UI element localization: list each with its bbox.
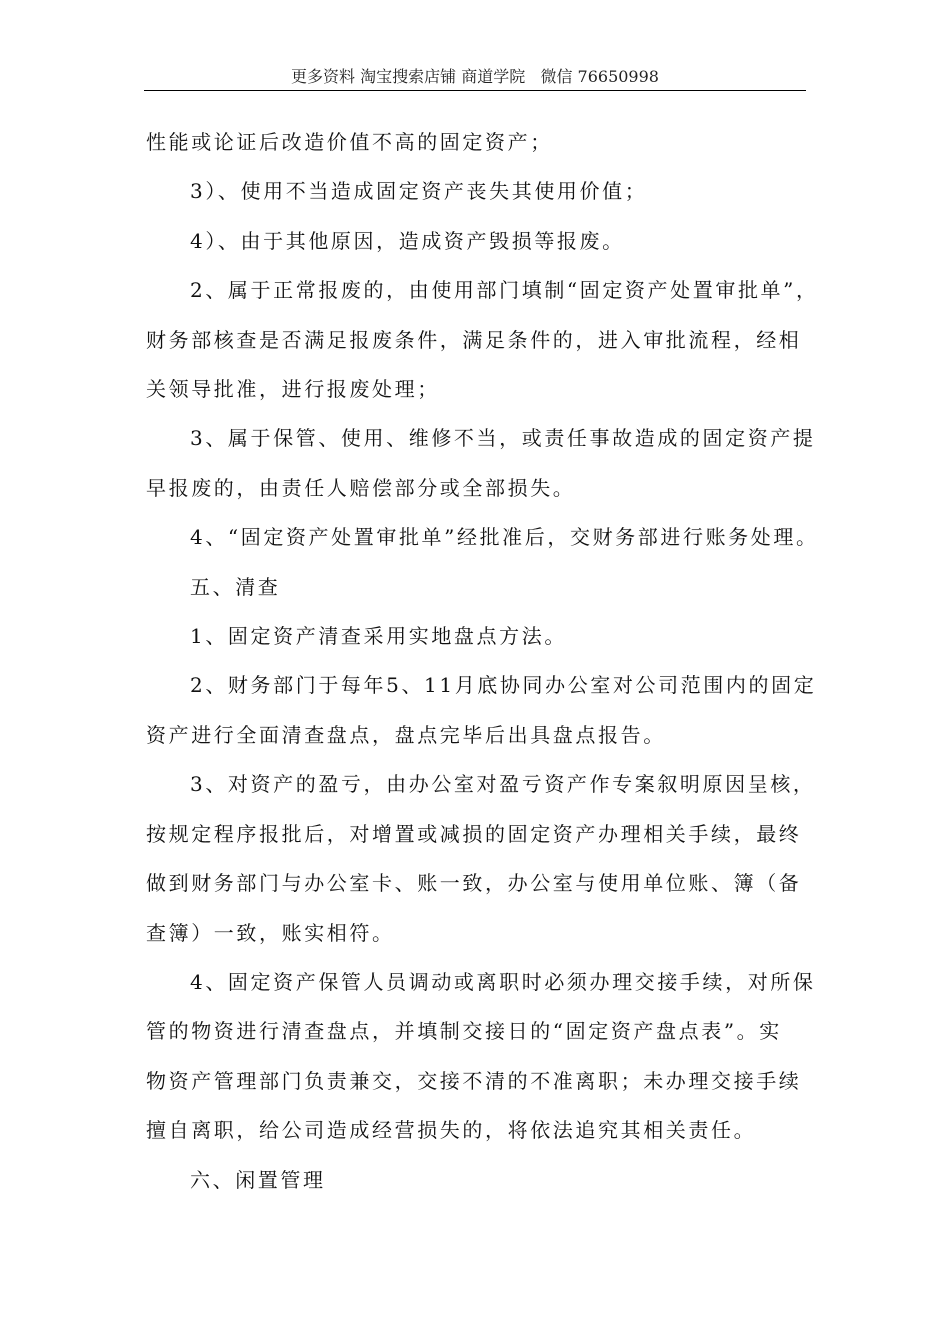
body-line: 2、财务部门于每年5、11月底协同办公室对公司范围内的固定: [190, 673, 817, 698]
body-line: 管的物资进行清查盘点，并填制交接日的“固定资产盘点表”。实: [146, 1019, 782, 1044]
body-line: 3）、使用不当造成固定资产丧失其使用价值；: [190, 179, 648, 204]
body-line: 3、属于保管、使用、维修不当，或责任事故造成的固定资产提: [190, 426, 816, 451]
body-line: 资产进行全面清查盘点，盘点完毕后出具盘点报告。: [146, 722, 666, 747]
document-body: [146, 118, 819, 1205]
body-line: 做到财务部门与办公室卡、账一致，办公室与使用单位账、簿（备: [146, 871, 802, 896]
body-line: 3、对资产的盈亏，由办公室对盈亏资产作专案叙明原因呈核，: [190, 772, 816, 797]
section-heading: 六、闲置管理: [190, 1167, 326, 1192]
page-header: 更多资料 淘宝搜索店铺 商道学院 微信 76650998: [144, 64, 806, 91]
body-line: 物资产管理部门负责兼交，交接不清的不准离职；未办理交接手续: [146, 1068, 802, 1093]
body-line: 4）、由于其他原因，造成资产毁损等报废。: [190, 228, 625, 253]
body-line: 4、固定资产保管人员调动或离职时必须办理交接手续，对所保: [190, 969, 816, 994]
body-line: 查簿）一致，账实相符。: [146, 920, 395, 945]
body-line: 擅自离职，给公司造成经营损失的，将依法追究其相关责任。: [146, 1118, 757, 1143]
body-line: 2、属于正常报废的，由使用部门填制“固定资产处置审批单”，: [190, 278, 819, 303]
body-line: 财务部核查是否满足报废条件，满足条件的，进入审批流程，经相: [146, 327, 802, 352]
body-line: 早报废的，由责任人赔偿部分或全部损失。: [146, 475, 576, 500]
body-line: 性能或论证后改造价值不高的固定资产；: [146, 130, 553, 154]
body-line: 按规定程序报批后，对增置或减损的固定资产办理相关手续，最终: [146, 821, 802, 846]
body-line: 4、“固定资产处置审批单”经批准后，交财务部进行账务处理。: [190, 525, 819, 550]
body-line: 1、固定资产清查采用实地盘点方法。: [190, 624, 567, 649]
section-heading: 五、清查: [190, 574, 281, 599]
body-line: 关领导批准，进行报废处理；: [146, 377, 440, 402]
